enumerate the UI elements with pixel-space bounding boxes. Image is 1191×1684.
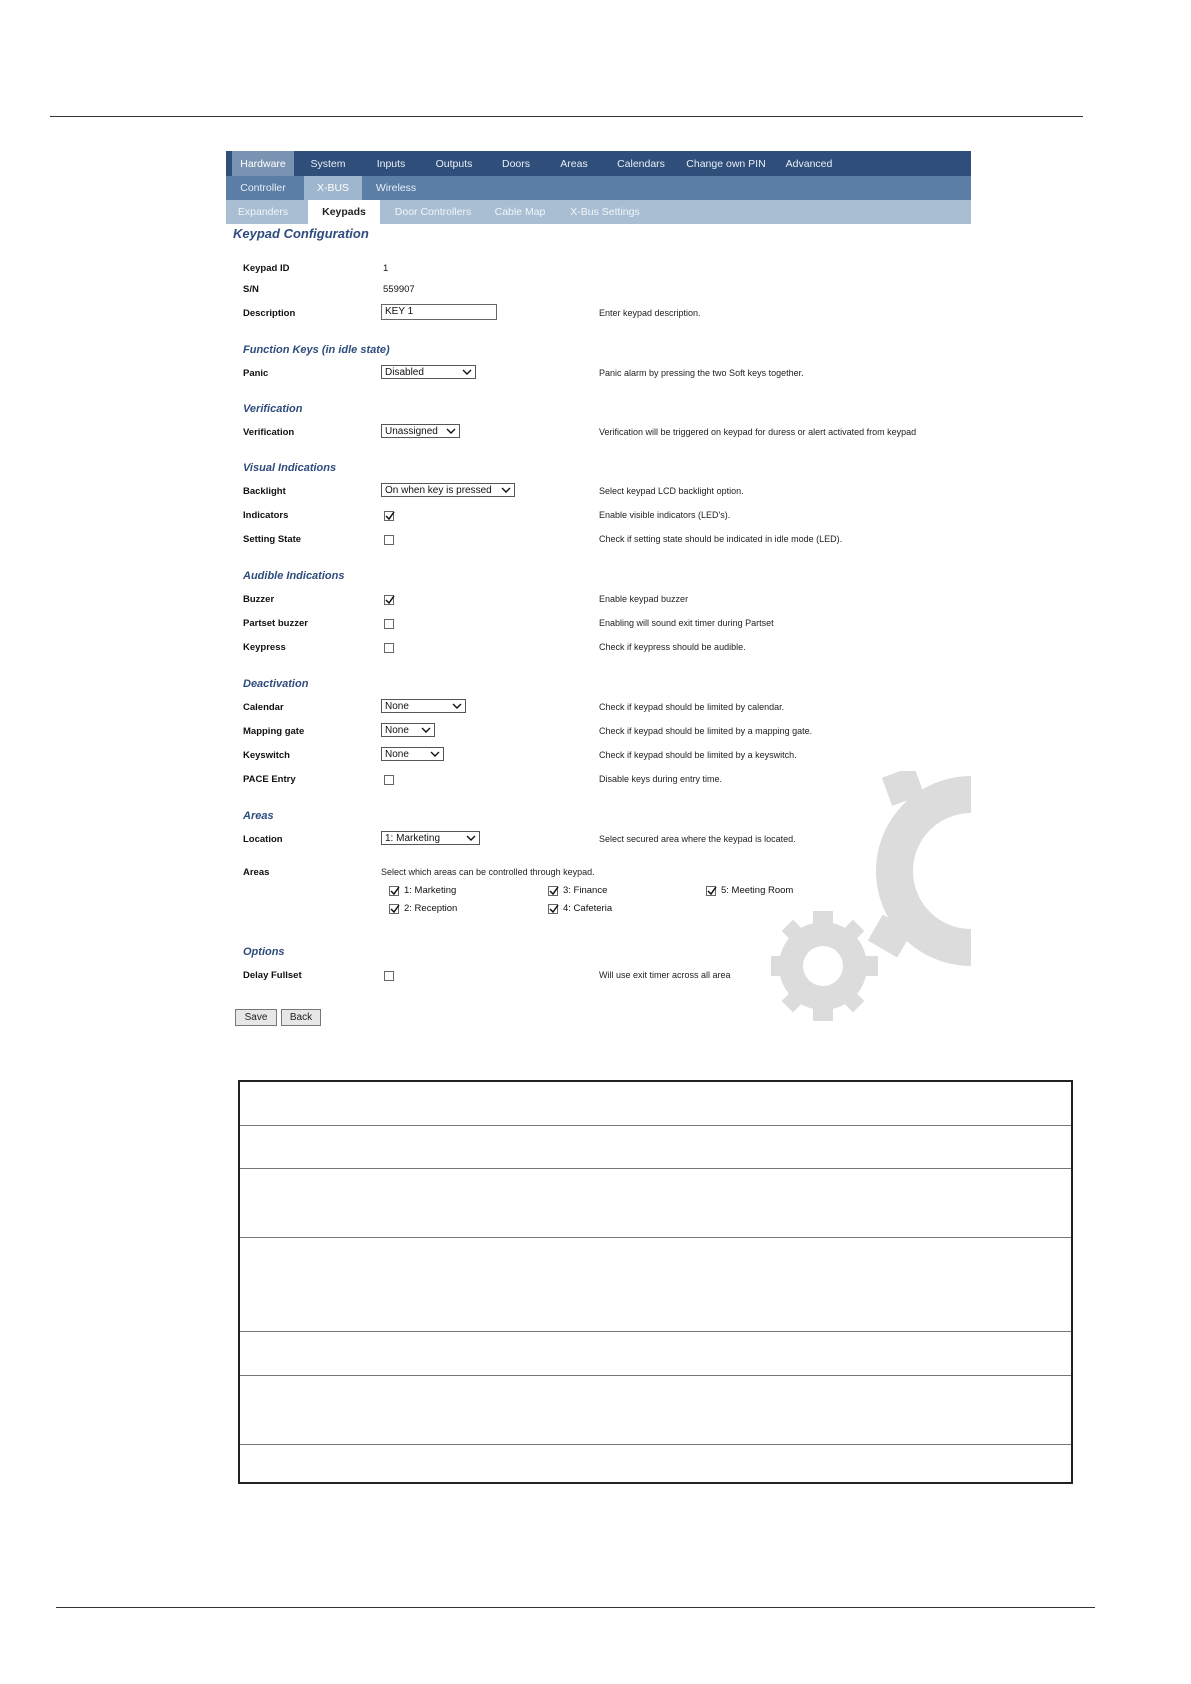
tab-hardware[interactable]: Hardware [232, 151, 294, 176]
keypress-label: Keypress [243, 642, 286, 653]
chevron-down-icon [501, 485, 511, 495]
table-row [240, 1238, 1071, 1332]
checkmark-icon [548, 903, 560, 915]
checkmark-icon [389, 885, 401, 897]
delay-fullset-help: Will use exit timer across all area [599, 970, 731, 980]
location-select-value: 1: Marketing [385, 833, 441, 844]
checkmark-icon [389, 903, 401, 915]
buzzer-checkbox[interactable] [384, 595, 394, 605]
keypad-configuration-screenshot [226, 151, 971, 1029]
indicators-checkbox[interactable] [384, 511, 394, 521]
area-2-checkbox[interactable] [389, 904, 399, 914]
setting-state-checkbox[interactable] [384, 535, 394, 545]
panic-help: Panic alarm by pressing the two Soft keys together. [599, 368, 804, 378]
tab-x-bus[interactable]: X-BUS [304, 176, 362, 200]
mapping-gate-help: Check if keypad should be limited by a mapping gate. [599, 726, 813, 736]
section-options: Options [243, 946, 285, 958]
buzzer-help: Enable keypad buzzer [599, 594, 689, 604]
tab-door-controllers[interactable]: Door Controllers [394, 206, 472, 218]
location-label: Location [243, 834, 283, 845]
section-audible-indications: Audible Indications [243, 570, 345, 582]
panic-select-value: Disabled [385, 367, 424, 378]
table-row [240, 1332, 1071, 1376]
calendar-select[interactable] [381, 699, 466, 713]
area-1-checkbox[interactable] [389, 886, 399, 896]
panic-label: Panic [243, 368, 269, 379]
tab-keypads[interactable]: Keypads [308, 200, 380, 224]
keyswitch-select[interactable] [381, 747, 444, 761]
keyswitch-label: Keyswitch [243, 750, 290, 761]
section-deactivation: Deactivation [243, 678, 309, 690]
tab-change-own-pin[interactable]: Change own PIN [686, 157, 766, 170]
mapping-gate-label: Mapping gate [243, 726, 305, 737]
keyswitch-help: Check if keypad should be limited by a keyswitch. [599, 750, 797, 760]
back-button[interactable]: Back [281, 1009, 321, 1026]
tab-cable-map[interactable]: Cable Map [494, 206, 546, 218]
section-verification: Verification [243, 403, 303, 415]
chevron-down-icon [466, 833, 476, 843]
backlight-help: Select keypad LCD backlight option. [599, 486, 744, 496]
backlight-label: Backlight [243, 486, 286, 497]
area-5-checkbox[interactable] [706, 886, 716, 896]
tab-expanders[interactable]: Expanders [237, 206, 289, 218]
tab-doors[interactable]: Doors [501, 157, 530, 170]
table-row [240, 1169, 1071, 1238]
partset-buzzer-label: Partset buzzer [243, 618, 308, 629]
calendar-help: Check if keypad should be limited by calendar. [599, 702, 785, 712]
section-areas: Areas [243, 810, 274, 822]
sn-value: 559907 [383, 284, 415, 295]
keypress-checkbox[interactable] [384, 643, 394, 653]
areas-label: Areas [243, 867, 270, 878]
pace-entry-checkbox[interactable] [384, 775, 394, 785]
tab-areas[interactable]: Areas [560, 157, 588, 170]
checkmark-icon [384, 594, 396, 606]
delay-fullset-label: Delay Fullset [243, 970, 302, 981]
location-select[interactable] [381, 831, 480, 845]
area-5-label: 5: Meeting Room [721, 885, 794, 896]
backlight-select[interactable] [381, 483, 515, 497]
gear-watermark-icon [771, 771, 971, 1029]
sn-label: S/N [243, 284, 259, 295]
partset-buzzer-help: Enabling will sound exit timer during Partset [599, 618, 774, 628]
tab-outputs[interactable]: Outputs [435, 157, 473, 170]
verification-select-value: Unassigned [385, 426, 438, 437]
checkmark-icon [706, 885, 718, 897]
empty-table [238, 1080, 1073, 1484]
table-row [240, 1376, 1071, 1445]
section-visual-indications: Visual Indications [243, 462, 337, 474]
verification-label: Verification [243, 427, 295, 438]
keypress-help: Check if keypress should be audible. [599, 642, 746, 652]
chevron-down-icon [430, 749, 440, 759]
indicators-help: Enable visible indicators (LED's). [599, 510, 731, 520]
description-label: Description [243, 308, 296, 319]
description-input[interactable]: KEY 1 [381, 304, 497, 320]
area-1-label: 1: Marketing [404, 885, 457, 896]
checkmark-icon [548, 885, 560, 897]
main-nav [226, 151, 971, 176]
backlight-select-value: On when key is pressed [385, 485, 492, 496]
chevron-down-icon [462, 367, 472, 377]
keyswitch-select-value: None [385, 749, 409, 760]
calendar-label: Calendar [243, 702, 284, 713]
location-help: Select secured area where the keypad is located. [599, 834, 796, 844]
verification-select[interactable] [381, 424, 460, 438]
calendar-select-value: None [385, 701, 409, 712]
sub-sub-nav [226, 200, 971, 224]
save-button[interactable]: Save [235, 1009, 277, 1026]
buzzer-label: Buzzer [243, 594, 275, 605]
areas-help: Select which areas can be controlled through keypad. [381, 867, 595, 877]
tab-system[interactable]: System [310, 157, 346, 170]
sub-nav [226, 176, 971, 200]
header-rule [50, 116, 1083, 117]
tab-calendars[interactable]: Calendars [617, 157, 665, 170]
description-help: Enter keypad description. [599, 308, 701, 318]
panic-select[interactable] [381, 365, 476, 379]
partset-buzzer-checkbox[interactable] [384, 619, 394, 629]
setting-state-help: Check if setting state should be indicated in idle mode (LED). [599, 534, 843, 544]
area-3-checkbox[interactable] [548, 886, 558, 896]
setting-state-label: Setting State [243, 534, 302, 545]
delay-fullset-checkbox[interactable] [384, 971, 394, 981]
area-2-label: 2: Reception [404, 903, 458, 914]
table-row [240, 1082, 1071, 1126]
mapping-gate-select[interactable] [381, 723, 435, 737]
verification-help: Verification will be triggered on keypad for duress or alert activated from keypad [599, 427, 917, 437]
tab-advanced[interactable]: Advanced [785, 157, 833, 170]
area-3-label: 3: Finance [563, 885, 608, 896]
tab-inputs[interactable]: Inputs [376, 157, 406, 170]
chevron-down-icon [421, 725, 431, 735]
indicators-label: Indicators [243, 510, 289, 521]
keypad-id-label: Keypad ID [243, 263, 290, 274]
area-4-label: 4: Cafeteria [563, 903, 613, 914]
pace-entry-label: PACE Entry [243, 774, 296, 785]
area-4-checkbox[interactable] [548, 904, 558, 914]
pace-entry-help: Disable keys during entry time. [599, 774, 723, 784]
section-function-keys: Function Keys (in idle state) [243, 344, 390, 356]
footer-rule [56, 1607, 1095, 1608]
page-title: Keypad Configuration [233, 226, 369, 241]
tab-x-bus-settings[interactable]: X-Bus Settings [570, 206, 640, 218]
tab-wireless[interactable]: Wireless [375, 182, 417, 194]
chevron-down-icon [446, 426, 456, 436]
table-row [240, 1126, 1071, 1169]
tab-controller[interactable]: Controller [240, 182, 286, 194]
checkmark-icon [384, 510, 396, 522]
mapping-gate-select-value: None [385, 725, 409, 736]
chevron-down-icon [452, 701, 462, 711]
keypad-id-value: 1 [383, 263, 389, 274]
